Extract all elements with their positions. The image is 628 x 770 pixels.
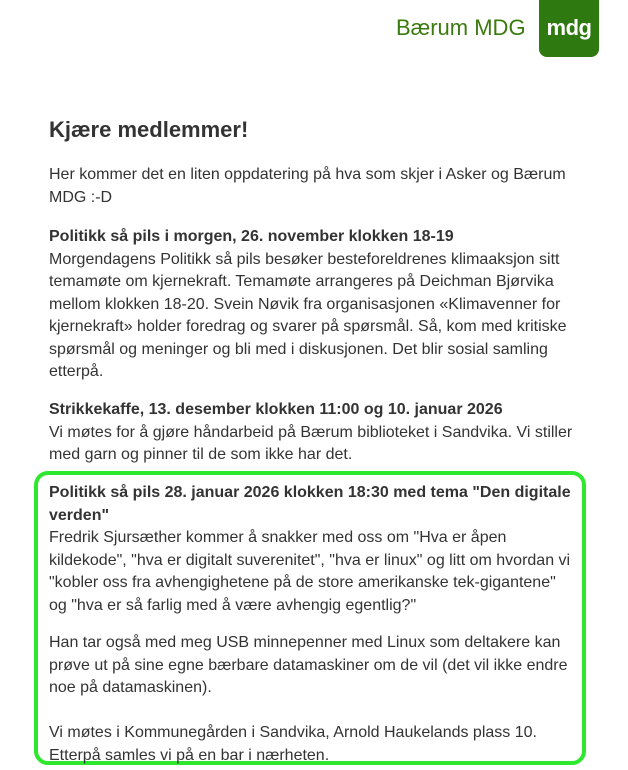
event-section-politikk-januar xyxy=(49,482,574,617)
intro-paragraph: Her kommer det en liten oppdatering på hva som skjer i Asker og Bærum MDG :-D xyxy=(49,166,566,206)
event-section-strikkekaffe xyxy=(49,399,581,467)
event-body-usb: Han tar også med meg USB minnepenner med Linux som deltakere kan prøve ut på sine egne bærbare datamaskiner om de vil (det vil ikke endre noe på datamaskinen). xyxy=(49,634,568,696)
event-heading: Politikk så pils 28. januar 2026 klokken 18:30 med tema "Den digitale verden" xyxy=(49,484,571,524)
org-name: Bærum MDG xyxy=(396,15,526,40)
event-heading: Strikkekaffe, 13. desember klokken 11:00 og 10. januar 2026 xyxy=(49,401,503,418)
event-section-politikk-november xyxy=(49,226,581,384)
logo-text: mdg xyxy=(546,14,592,40)
event-body: Morgendagens Politikk så pils besøker besteforeldrenes klimaaksjon sitt temamøte om kjernekraft. Temamøte arrangeres på Deichman Bjørvika mellom klokken 18-20. Svein Nøvik fra organisasjonen «Klimavenner for kjernekraft» holder foredrag og svarer på spørsmål. Så, kom med kritiske spørsmål og meninger og bli med i diskusjonen. Det blir sosial samling etterpå. xyxy=(49,250,567,380)
event-body: Vi møtes for å gjøre håndarbeid på Bærum biblioteket i Sandvika. Vi stiller med garn og pinner til de som ikke har det. xyxy=(49,423,573,463)
mdg-logo xyxy=(539,0,599,57)
event-body-location: Vi møtes i Kommunegården i Sandvika, Arnold Haukelands plass 10. Etterpå samles vi på en bar i nærheten. xyxy=(49,724,537,764)
event-heading: Politikk så pils i morgen, 26. november klokken 18-19 xyxy=(49,228,454,245)
event-body: Fredrik Sjursæther kommer å snakker med oss om "Hva er åpen kildekode", "hva er digitalt suverenitet", "hva er linux" og litt om hvordan vi "kobler oss fra avhengighetene på de store amerikanske tek-gigantene" og "hva er så farlig med å være avhengig egentlig?" xyxy=(49,529,571,614)
greeting-heading: Kjære medlemmer! xyxy=(49,117,249,142)
